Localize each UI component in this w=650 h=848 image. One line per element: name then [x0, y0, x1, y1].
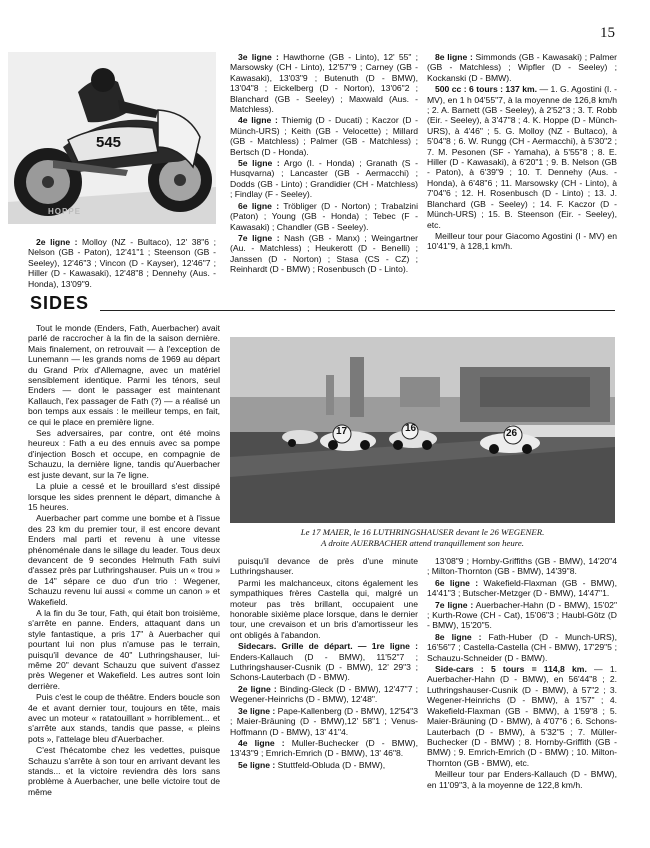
result-entry-text: Fath-Huber (D - Munch-URS), 16'56"7 ; Castella-Castella (CH - BMW), 17'29"5 ; Schauzu-Schneider (D - BMW). — [427, 631, 617, 663]
article-paragraph: puisqu'il devance de près d'une minute Luthringshauser. — [230, 556, 418, 577]
grid-line-entry — [230, 115, 418, 157]
grid-line-entry-heading: Sidecars. Grille de départ. — 1re ligne : — [238, 641, 418, 652]
results-column-right-top — [427, 52, 617, 253]
grid-line-entry-heading: 3e ligne : — [238, 52, 279, 62]
result-entry — [427, 231, 617, 252]
article-paragraph: Puis c'est le coup de théâtre. Enders boucle son 4e et avant dernier tour, toujours en tête, mais avec un moteur « ratatouillant » horriblement... et s'arrête aux stands, tandis que passe, « pleins pots », l'attelage bleu d'Auerbacher. — [28, 692, 220, 744]
grid-line-entry — [230, 706, 418, 737]
results-column-right-bottom — [427, 556, 617, 791]
photo-credit-label: HOPPE — [48, 207, 82, 216]
result-entry — [427, 664, 617, 768]
article-paragraph: Auerbacher part comme une bombe et à l'issue des 23 km du premier tour, il est encore devant Enders mal parti et revenu à une vitesse phénoménale dans le sillage du leader. Tous deux devancent de 9 secondes Helmuth Fath suivi d'assez près par Luthringshauser. Puis un « trou » de 14" sépare ce duo d'un trio : Wegener, Schauzu revenu lui aussi « comme un canon » et Wakefield. — [28, 513, 220, 607]
result-entry — [427, 52, 617, 83]
sidecar-number-16: 16 — [405, 423, 417, 434]
grid-line-entry — [230, 52, 418, 114]
grid-line-entry — [230, 760, 418, 770]
grid-line-entry-text: Nash (GB - Manx) ; Weingartner (Au. - Matchless) ; Heukerott (D - Benelli) ; Janssen (D - Norton) ; Stasa (CS - CZ) ; Reinhardt (D - BMW) ; Rosenbusch (D - Linto). — [230, 232, 418, 275]
sidecar-number-17: 17 — [336, 426, 348, 437]
section-heading-sides: SIDES — [30, 293, 90, 313]
caption-line-2: A droite AUERBACHER attend tranquillement son heure. — [320, 538, 525, 548]
page-number: 15 — [600, 25, 615, 41]
article-paragraph: La pluie a cessé et le brouillard s'est dissipé lorsque les sides prennent le départ, dimanche à 15 heures. — [28, 481, 220, 512]
grid-line-entry-text: Pape-Kallenberg (D - BMW), 12'54"3 ; Maier-Bräuning (D - BMW),12' 58"1 ; Venus-Hoffmann (D - BMW), 13' 41"4. — [230, 705, 419, 737]
grid-line-entry-heading: 5e ligne : — [238, 158, 280, 169]
result-entry-heading: 8e ligne : — [435, 52, 473, 62]
bike-number-label: 545 — [96, 134, 122, 151]
grid-line-entry — [230, 201, 418, 232]
sidecar-number-26: 26 — [506, 428, 518, 439]
grid-line-entry-heading: 6e ligne : — [238, 200, 280, 211]
article-column-left — [28, 323, 220, 798]
grid-line-entry-text: Muller-Buchecker (D - BMW), 13'43"9 ; Emrich-Emrich (D - BMW), 13' 46"8. — [230, 737, 419, 759]
grid-line-entry — [230, 158, 418, 200]
grid-line-entry-text: Stuttfeld-Obluda (D - BMW), — [275, 759, 386, 770]
grid-line-entry-heading: 4e ligne : — [238, 737, 285, 748]
caption-line-1: Le 17 MAIER, le 16 LUTHRINGSHAUSER devant le 26 WEGENER. — [300, 527, 545, 537]
grid-line-entry-heading: 4e ligne : — [238, 115, 278, 126]
result-entry-heading: Side-cars : 5 tours = 114,8 km. — [435, 664, 587, 675]
article-paragraph: Parmi les malchanceux, citons également les sympathiques frères Castella qui, malgré un moteur pas très brillant, occupaient une honorable sixième place lorsque, dans le dernier tour, une crevaison et un bris d'amortisseur les ont obligés à l'abandon. — [230, 577, 418, 640]
result-entry — [427, 556, 617, 577]
grid-line-entry — [230, 738, 418, 759]
results-column-left-top — [28, 237, 216, 290]
grid-line-entry-heading: 7e ligne : — [238, 232, 280, 243]
result-entry — [427, 578, 617, 599]
grid-line-entry-text: Molloy (NZ - Bultaco), 12' 38"6 ; Nelson (GB - Paton), 12'41"1 ; Steenson (GB - Seeley), 12'46"3 ; Vincon (D - Kayser), 12'46"7 ; Hiller (D - Kawasaki), 12'48"8 ; Dennehy (Aus. - Honda), 13'09"9. — [28, 237, 216, 289]
result-entry — [427, 84, 617, 230]
result-entry — [427, 632, 617, 663]
section-rule — [100, 310, 615, 311]
result-entry-heading: 7e ligne : — [435, 599, 474, 610]
result-entry-text: — 1. G. Agostini (I. - MV), en 1 h 04'55"7, à la moyenne de 126,8 km/h ; 2. A. Barnett (GB - Seeley), à 2'52"3 ; 3. T. Robb (Eir. - Seeley), à 3'47"8 ; 4. K. Hoppe (D - Münch-URS), à 4'46" ; 5. G. Molloy (NZ - Bultaco), à 5'04"8 ; 6. W. Rungg (CH - Aermacchi), à 5'30"2 ; 7. M. Pesonen (SF - Yamaha), à 5'55"8 ; 8. E. Hiller (D - Kawasaki), à 6'20"1 ; 9. B. Nelson (GB - Paton), à 6'39"9 ; 10. T. Dennehy (Aus. - Honda), à 6'48"6 ; 11. Marsowsky (CH - Linto), à 7'04"6 ; 12. H. Rosenbusch (D - Linto) ; 13. J. Blanchard (GB - Seeley) ; 14. F. Kaczor (D - Münch-URS) ; 15. B. Steenson (Eir. - Seeley), etc. — [427, 84, 617, 230]
grid-line-entry-text: Tröbliger (D - Norton) ; Trabalzini (Paton) ; Young (GB - Honda) ; Tebec (F - Kawasaki) ; Chandler (GB - Seeley). — [230, 200, 419, 232]
result-entry-text: Auerbacher-Hahn (D - BMW), 15'02" ; Kurth-Rowe (CH - Cat), 15'06"3 ; Haubl-Götz (D - BMW), 15'20"5. — [427, 599, 618, 631]
result-entry-heading: 8e ligne : — [435, 631, 482, 642]
result-entry-text: Simmonds (GB - Kawasaki) ; Palmer (GB - Matchless) ; Wipfler (D - Seeley) ; Kockanski (D - BMW). — [427, 52, 617, 83]
result-entry-text: 13'08"9 ; Hornby-Griffiths (GB - BMW), 14'20"4 ; Milton-Thornton (GB - BMW), 14'39"8. — [427, 556, 617, 577]
result-entry-heading: 6e ligne : — [435, 577, 479, 588]
grid-line-entry — [230, 233, 418, 275]
grid-line-entry-heading: 2e ligne : — [36, 237, 78, 247]
sidecar-race-illustration — [230, 337, 615, 523]
grid-line-entry-heading: 5e ligne : — [238, 759, 276, 770]
article-paragraph: C'est l'hécatombe chez les vedettes, puisque Schauzu s'arrête à son tour en arrivant devant les stands... et la victoire reviendra dès lors sans problème à Auerbacher, une belle victoire tout de même — [28, 745, 220, 797]
result-entry-text: — 1. Auerbacher-Hahn (D - BMW), en 56'44"8 ; 2. Luthringshauser-Cusnik (D - BMW), à 57"2 ; 3. Wegener-Heinrichs (D - BMW), à 1'57" ; 4. Wakefield-Flaxman (GB - BMW), à 1'59"8 ; 5. Maier-Bräuning (D - BMW), à 4'07"6 ; 6. Schons-Lauterbach (D - BMW), à 5'32"5 ; 7. Müller-Buchecker (D - BMW) ; 8. Hornby-Griffith (GB - BMW) ; 9. Emrich-Emrich (D - BMW) ; 10. Milton-Thornton (GB - BMW), etc. — [427, 664, 617, 768]
grid-line-entry — [28, 237, 216, 289]
grid-line-entry-text: Argo (I. - Honda) ; Granath (S - Husqvarna) ; Lancaster (GB - Aermacchi) ; Dodds (GB - Linto) ; Grandidier (CH - Matchless) ; Findlay (F - Seeley). — [230, 158, 419, 200]
grid-line-entry-heading: 3e ligne : — [238, 705, 276, 716]
result-entry-text: Wakefield-Flaxman (GB - BMW), 14'41"3 ; Butscher-Metzger (D - BMW), 14'47"1. — [427, 577, 617, 599]
photo-motorcycle-545 — [8, 52, 216, 224]
result-entry — [427, 600, 617, 631]
result-entry-heading: 500 cc : 6 tours : 137 km. — [435, 84, 538, 95]
grid-line-entry-text: Enders-Kallauch (D - BMW), 11'52"7 ; Luthringshauser-Cusnik (D - BMW), 12' 29"3 ; Schons-Lauterbach (D - BMW). — [230, 651, 418, 683]
results-column-middle-top — [230, 52, 418, 276]
article-paragraph: Tout le monde (Enders, Fath, Auerbacher) avait parlé de raccrocher à la fin de la saison dernière. Mais finalement, on retrouvait — à l'exception de Lunemann — les grands noms de 1969 au départ du Grand Prix d'Allemagne, avec un matériel sensiblement identique. Parmi les ténors, seul Enders — dont le passager est maintenant Kallauch, l'ex passager de Fath (?) — a réalisé un bon temps aux essais : le meilleur temps, en fait, ce qui le place en première ligne. — [28, 323, 220, 427]
article-column-middle — [230, 556, 418, 771]
grid-line-entry-text: Hawthorne (GB - Linto), 12' 55" ; Marsowsky (CH - Linto), 12'57"9 ; Carney (GB - Kawasaki), 13'03"9 ; Butenuth (D - BMW), 13'04"8 ; Eickelberg (D - Norton), 13'06"2 ; Blanchard (GB - Seeley) ; Maxwald (Aus. - Matchless). — [230, 52, 419, 115]
result-entry-text: Meilleur tour pour Giacomo Agostini (I - MV) en 10'41"9, à 128,1 km/h. — [427, 230, 617, 252]
result-entry — [427, 769, 617, 790]
grid-line-entry — [230, 684, 418, 705]
article-paragraph: A la fin du 3e tour, Fath, qui était bon troisième, s'arrête en panne. Enders, attaquant dans un style fantastique, a pris 17" à Auerbacher qui pourtant lui non plus n'amuse pas le terrain, puisqu'il devance de 40" Luthringshauser, lui-même 20" devant Schauzu que suivent d'assez près Wegener et Wakefield. Les autres sont loin derrière. — [28, 607, 220, 691]
result-entry-text: Meilleur tour par Enders-Kallauch (D - BMW), en 11'09"3, à la moyenne de 122,8 km/h. — [427, 769, 617, 790]
photo-sidecars-race — [230, 337, 615, 523]
grid-line-entry-text: Binding-Gleck (D - BMW), 12'47"7 ; Wegener-Heinrichs (D - BMW), 12'48". — [230, 683, 419, 705]
article-paragraph: Ses adversaires, par contre, ont été moins heureux : Fath a eu des ennuis avec sa pompe d'injection Bosch et occupe, en compagnie de Schauzu, la dernière ligne, tandis qu'Auerbacher est juste devant, sur la 7e ligne. — [28, 428, 220, 480]
photo-caption — [232, 527, 613, 549]
grid-line-entry-text: Thiemig (D - Ducati) ; Kaczor (D - Münch-URS) ; Keith (GB - Velocette) ; Millard (GB - Matchless) ; Palmer (GB - Matchless) ; Bertsch (D - Honda). — [230, 115, 418, 157]
grid-line-entry — [230, 641, 418, 683]
grid-line-entry-heading: 2e ligne : — [238, 683, 277, 694]
